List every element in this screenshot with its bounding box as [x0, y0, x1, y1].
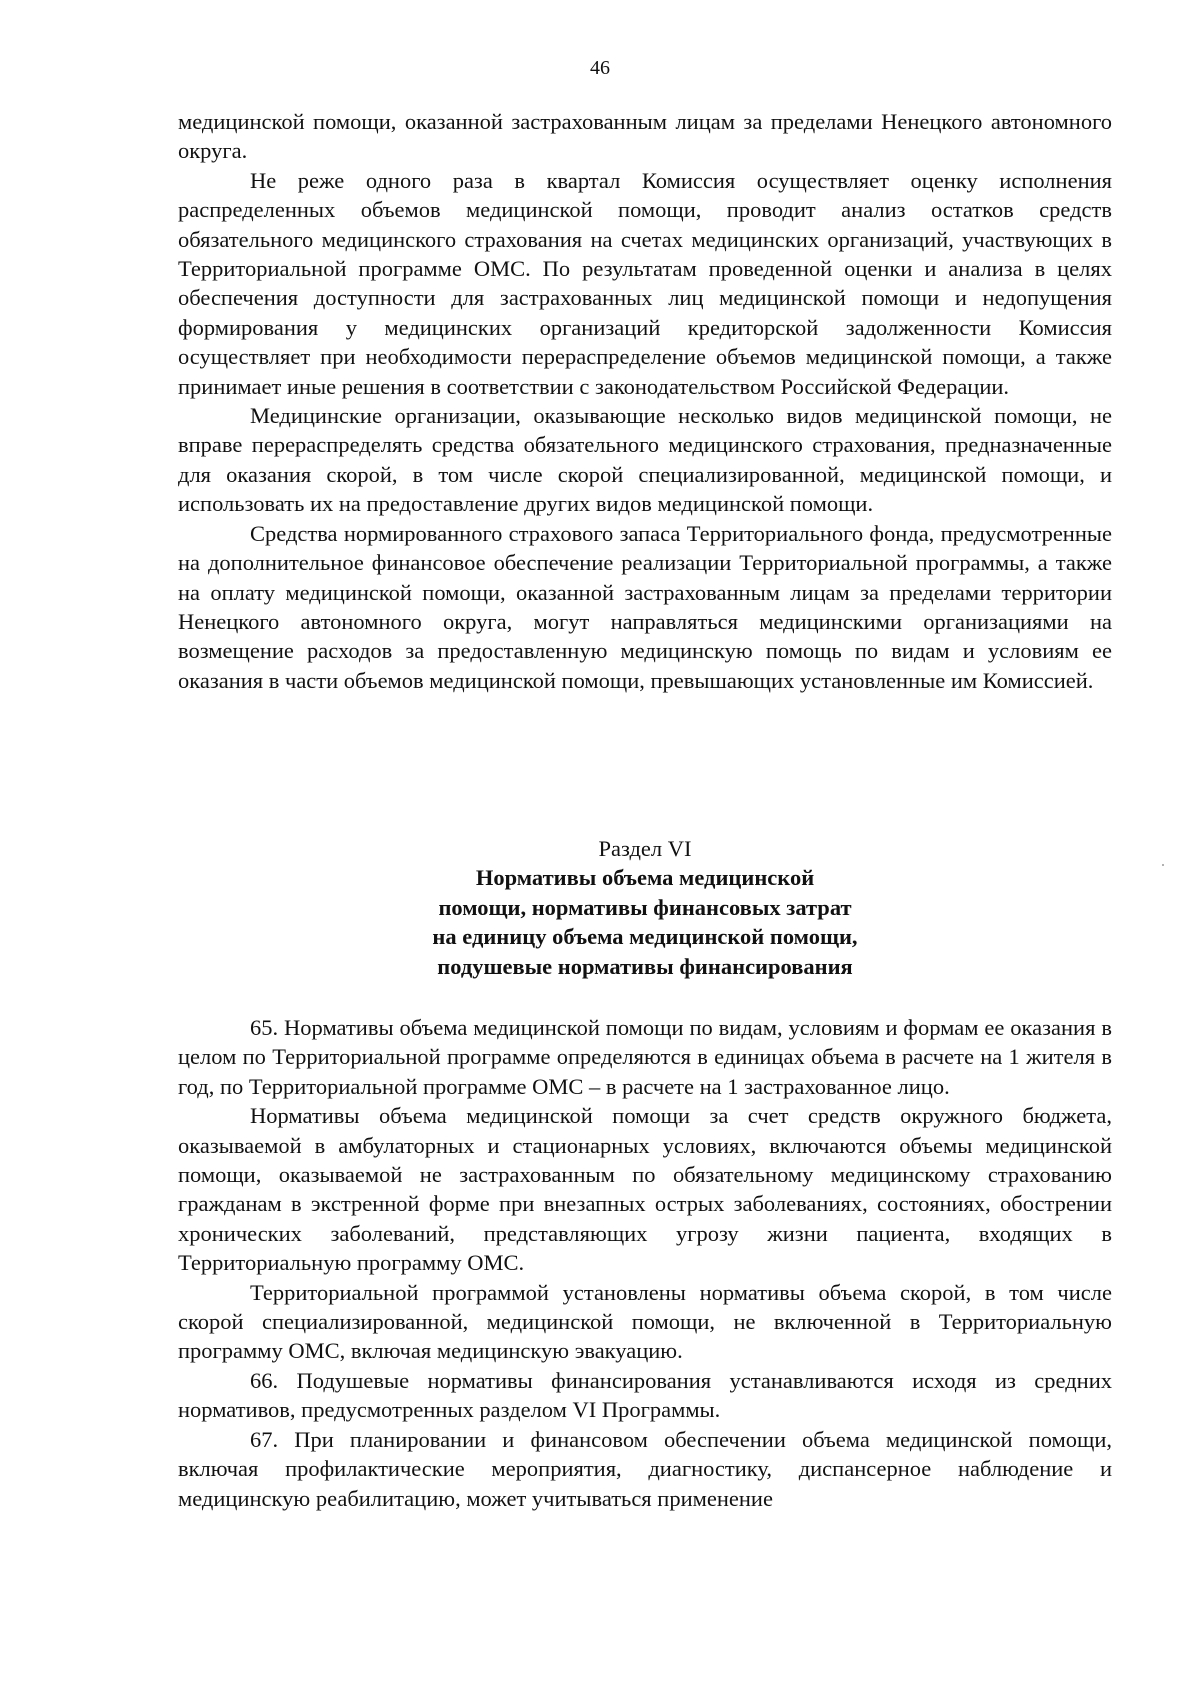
section-title: [178, 863, 1112, 981]
section-title-line: помощи, нормативы финансовых затрат: [438, 894, 852, 920]
section-title-line: на единицу объема медицинской помощи,: [432, 924, 858, 950]
paragraph-item-67: 67. При планировании и финансовом обеспечении объема медицинской помощи, включая профилактические мероприятия, диагностику, диспансерное наблюдение и медицинскую реабилитацию, может учитываться применение: [178, 1426, 1112, 1511]
body-text-bottom: [178, 1013, 1112, 1513]
paragraph-commission-assessment: Не реже одного раза в квартал Комиссия осуществляет оценку исполнения распределенных объемов медицинской помощи, проводит анализ остатков средств обязательного медицинского страхования на счетах медицинских организаций, участвующих в Территориальной программе ОМС. По результатам проведенной оценки и анализа в целях обеспечения доступности для застрахованных лиц медицинской помощи и недопущения формирования у медицинских организаций кредиторской задолженности Комиссия осуществляет при необходимости перераспределение объемов медицинской помощи, а также принимает иные решения в соответствии с законодательством Российской Федерации.: [178, 167, 1112, 399]
paragraph-insurance-reserve: Средства нормированного страхового запаса Территориального фонда, предусмотренные на дополнительное финансовое обеспечение реализации Территориальной программы, а также на оплату медицинской помощи, оказанной застрахованным лицам за пределами территории Ненецкого автономного округа, могут направляться медицинскими организациями на возмещение расходов за предоставленную медицинскую помощь по видам и условиям ее оказания в части объемов медицинской помощи, превышающих установленные им Комиссией.: [178, 520, 1112, 693]
section-title-line: подушевые нормативы финансирования: [437, 953, 853, 979]
page-number: 46: [590, 57, 610, 79]
paragraph-emergency-volumes: Территориальной программой установлены нормативы объема скорой, в том числе скорой специализированной, медицинской помощи, не включенной в Территориальную программу ОМС, включая медицинскую эвакуацию.: [178, 1279, 1112, 1364]
section-heading: [178, 834, 1112, 981]
paragraph-item-65: 65. Нормативы объема медицинской помощи по видам, условиям и формам ее оказания в целом по Территориальной программе определяются в единицах объема в расчете на 1 жителя в год, по Территориальной программе ОМС – в расчете на 1 застрахованное лицо.: [178, 1015, 1112, 1099]
body-text-top: [178, 107, 1112, 695]
scan-speck: [1162, 864, 1164, 866]
paragraph-district-budget: Нормативы объема медицинской помощи за счет средств окружного бюджета, оказываемой в амбулаторных и стационарных условиях, включаются объемы медицинской помощи, оказываемой не застрахованным по обязательному медицинскому страхованию гражданам в экстренной форме при внезапных острых заболеваниях, состояниях, обострении хронических заболеваний, представляющих угрозу жизни пациента, входящих в Территориальную программу ОМС.: [178, 1103, 1112, 1276]
paragraph-item-66: 66. Подушевые нормативы финансирования устанавливаются исходя из средних нормативов, предусмотренных разделом VI Программы.: [178, 1367, 1112, 1423]
paragraph-medical-organizations: Медицинские организации, оказывающие несколько видов медицинской помощи, не вправе перераспределять средства обязательного медицинского страхования, предназначенные для оказания скорой, в том числе скорой специализированной, медицинской помощи, и использовать их на предоставление других видов медицинской помощи.: [178, 403, 1112, 517]
paragraph-continuation: медицинской помощи, оказанной застрахованным лицам за пределами Ненецкого автономного округа.: [178, 109, 1112, 164]
section-label: Раздел VI: [598, 836, 692, 861]
section-title-line: Нормативы объема медицинской: [475, 865, 815, 891]
